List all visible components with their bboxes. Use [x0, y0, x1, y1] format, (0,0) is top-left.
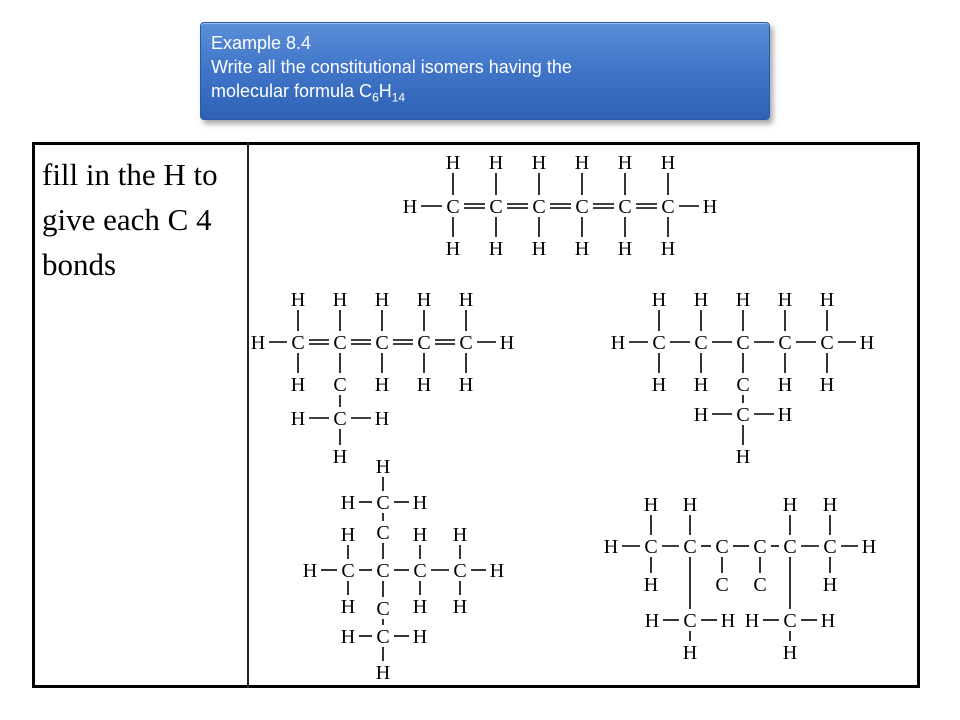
carbon-atom: C	[413, 560, 427, 582]
carbon-atom: C	[683, 536, 697, 558]
hydrogen-atom: H	[744, 610, 760, 632]
hydrogen-atom: H	[412, 492, 428, 514]
callout-line-2: Write all the constitutional isomers having the	[211, 57, 572, 77]
hydrogen-atom: H	[416, 374, 432, 396]
carbon-atom: C	[753, 574, 767, 596]
hydrogen-atom: H	[412, 524, 428, 546]
molecule-hexane	[403, 152, 717, 260]
hydrogen-atom: H	[412, 626, 428, 648]
carbon-atom: C	[644, 536, 658, 558]
hydrogen-atom: H	[603, 536, 619, 558]
hydrogen-atom: H	[374, 289, 390, 311]
carbon-atom: C	[575, 196, 589, 218]
formula-h: H	[378, 81, 392, 101]
hydrogen-atom: H	[720, 610, 736, 632]
carbon-atom: C	[333, 408, 347, 430]
molecule-2,3-dimethylbutane	[604, 494, 876, 664]
carbon-atom: C	[376, 598, 390, 620]
hydrogen-atom: H	[499, 332, 515, 354]
carbon-atom: C	[736, 374, 750, 396]
carbon-atom: C	[694, 332, 708, 354]
carbon-atom: C	[333, 374, 347, 396]
carbon-atom: C	[376, 492, 390, 514]
hydrogen-atom: H	[402, 196, 418, 218]
hydrogen-atom: H	[531, 238, 547, 260]
hydrogen-atom: H	[574, 238, 590, 260]
hydrogen-atom: H	[682, 494, 698, 516]
carbon-atom: C	[376, 522, 390, 544]
carbon-atom: C	[683, 610, 697, 632]
hydrogen-atom: H	[340, 524, 356, 546]
carbon-atom: C	[783, 610, 797, 632]
hydrogen-atom: H	[302, 560, 318, 582]
hydrogen-atom: H	[374, 374, 390, 396]
hydrogen-atom: H	[820, 610, 836, 632]
hydrogen-atom: H	[340, 492, 356, 514]
carbon-atom: C	[652, 332, 666, 354]
carbon-atom: C	[291, 332, 305, 354]
molecule-2,2-dimethylbutane	[303, 456, 504, 684]
hydrogen-atom: H	[452, 596, 468, 618]
carbon-atom: C	[375, 332, 389, 354]
hydrogen-atom: H	[660, 152, 676, 174]
hydrogen-atom: H	[651, 289, 667, 311]
hydrogen-atom: H	[702, 196, 718, 218]
hydrogen-atom: H	[782, 494, 798, 516]
carbon-atom: C	[736, 404, 750, 426]
carbon-atom: C	[715, 536, 729, 558]
hydrogen-atom: H	[332, 446, 348, 468]
hydrogen-atom: H	[644, 610, 660, 632]
hydrogen-atom: H	[861, 536, 877, 558]
carbon-atom: C	[453, 560, 467, 582]
hydrogen-atom: H	[859, 332, 875, 354]
hydrogen-atom: H	[488, 238, 504, 260]
carbon-atom: C	[489, 196, 503, 218]
hydrogen-atom: H	[819, 374, 835, 396]
formula-c-subscript: 6	[372, 90, 379, 105]
carbon-atom: C	[446, 196, 460, 218]
carbon-atom: C	[783, 536, 797, 558]
hydrogen-atom: H	[651, 374, 667, 396]
hydrogen-atom: H	[416, 289, 432, 311]
hydrogen-atom: H	[693, 289, 709, 311]
hydrogen-atom: H	[488, 152, 504, 174]
formula-prefix: molecular formula C	[211, 81, 373, 101]
hydrogen-atom: H	[374, 408, 390, 430]
hydrogen-atom: H	[340, 626, 356, 648]
hydrogen-atom: H	[574, 152, 590, 174]
carbon-atom: C	[333, 332, 347, 354]
hydrogen-atom: H	[682, 642, 698, 664]
carbon-atom: C	[736, 332, 750, 354]
hydrogen-atom: H	[458, 289, 474, 311]
molecule-3-methylpentane	[611, 289, 874, 468]
hydrogen-atom: H	[489, 560, 505, 582]
carbon-atom: C	[661, 196, 675, 218]
hydrogen-atom: H	[782, 642, 798, 664]
instruction-text: fill in the H to give each C 4 bonds	[42, 157, 218, 282]
hydrogen-atom: H	[735, 446, 751, 468]
callout-title: Example 8.4	[211, 33, 312, 53]
hydrogen-atom: H	[660, 238, 676, 260]
carbon-atom: C	[753, 536, 767, 558]
hydrogen-atom: H	[340, 596, 356, 618]
hydrogen-atom: H	[250, 332, 266, 354]
molecule-2-methylpentane	[251, 289, 514, 468]
hydrogen-atom: H	[531, 152, 547, 174]
carbon-atom: C	[376, 560, 390, 582]
carbon-atom: C	[341, 560, 355, 582]
carbon-atom: C	[459, 332, 473, 354]
carbon-atom: C	[823, 536, 837, 558]
hydrogen-atom: H	[445, 238, 461, 260]
hydrogen-atom: H	[445, 152, 461, 174]
hydrogen-atom: H	[643, 574, 659, 596]
hydrogen-atom: H	[777, 404, 793, 426]
hydrogen-atom: H	[819, 289, 835, 311]
hydrogen-atom: H	[452, 524, 468, 546]
hydrogen-atom: H	[777, 289, 793, 311]
carbon-atom: C	[532, 196, 546, 218]
carbon-atom: C	[820, 332, 834, 354]
hydrogen-atom: H	[777, 374, 793, 396]
hydrogen-atom: H	[375, 662, 391, 684]
hydrogen-atom: H	[643, 494, 659, 516]
hydrogen-atom: H	[290, 374, 306, 396]
hydrogen-atom: H	[332, 289, 348, 311]
hydrogen-atom: H	[735, 289, 751, 311]
hydrogen-atom: H	[822, 574, 838, 596]
hydrogen-atom: H	[412, 596, 428, 618]
hydrogen-atom: H	[822, 494, 838, 516]
carbon-atom: C	[715, 574, 729, 596]
hydrogen-atom: H	[693, 404, 709, 426]
hydrogen-atom: H	[290, 289, 306, 311]
carbon-atom: C	[417, 332, 431, 354]
hydrogen-atom: H	[617, 152, 633, 174]
carbon-atom: C	[618, 196, 632, 218]
hydrogen-atom: H	[375, 456, 391, 478]
carbon-atom: C	[778, 332, 792, 354]
molecules-layer	[251, 152, 876, 684]
carbon-atom: C	[376, 626, 390, 648]
hydrogen-atom: H	[610, 332, 626, 354]
hydrogen-atom: H	[458, 374, 474, 396]
hydrogen-atom: H	[693, 374, 709, 396]
hydrogen-atom: H	[617, 238, 633, 260]
formula-h-subscript: 14	[391, 90, 406, 105]
hydrogen-atom: H	[290, 408, 306, 430]
